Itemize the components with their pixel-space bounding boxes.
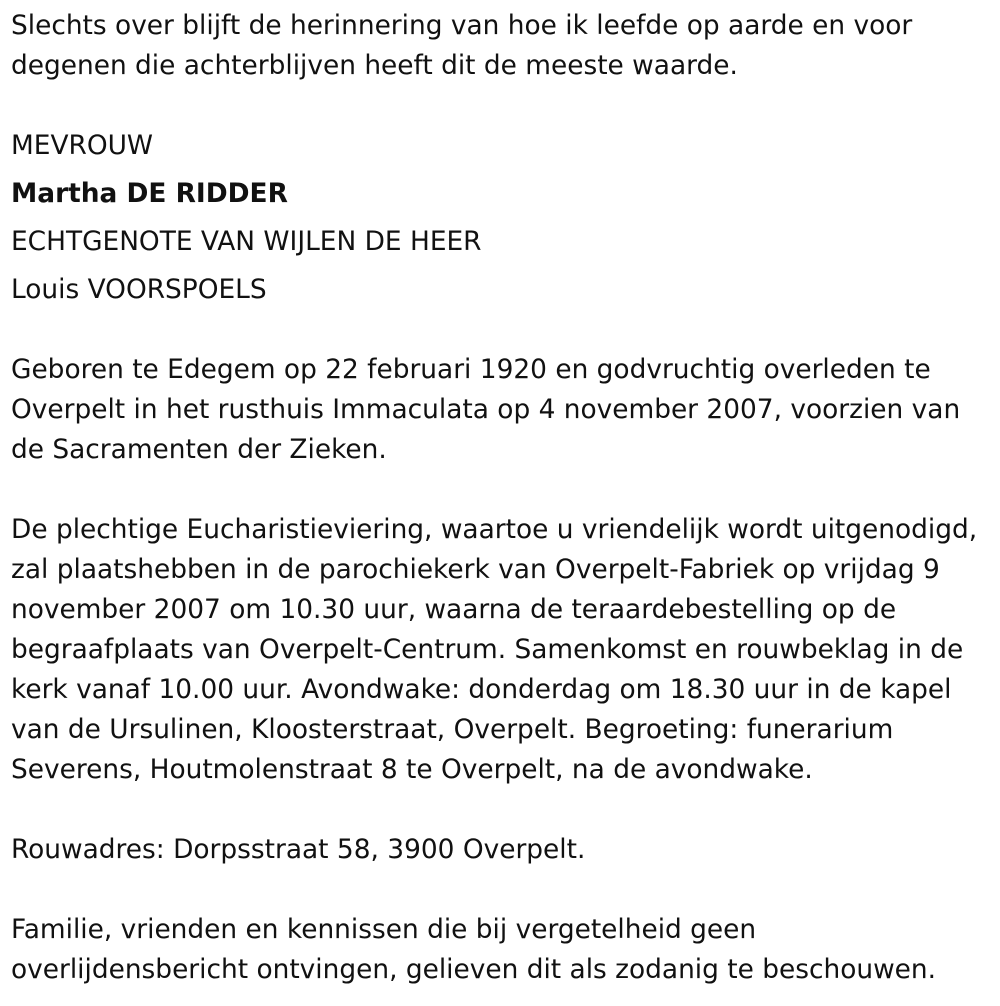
deceased-name: Martha DE RIDDER [11,178,288,209]
mourning-address [11,830,991,870]
deceased-header [11,122,991,314]
memorial-quote [11,6,991,86]
honorific-title: MEVROUW [11,130,154,161]
relation-line: ECHTGENOTE VAN WIJLEN DE HEER [11,226,482,257]
quote-line: degenen die achterblijven heeft dit de meeste waarde. [11,50,738,81]
birth-death-line: Overpelt in het rusthuis Immaculata op 4 november 2007, voorzien van [11,394,961,425]
birth-death-line: de Sacramenten der Zieken. [11,434,387,465]
birth-death-line: Geboren te Edegem op 22 februari 1920 en godvruchtig overleden te [11,354,931,385]
ceremony-line: De plechtige Eucharistieviering, waartoe u vriendelijk wordt uitgenodigd, [11,514,978,545]
closing-line: overlijdensbericht ontvingen, gelieven dit als zodanig te beschouwen. [11,954,937,985]
ceremony-line: van de Ursulinen, Kloosterstraat, Overpelt. Begroeting: funerarium [11,714,894,745]
ceremony-line: november 2007 om 10.30 uur, waarna de teraardebestelling op de [11,594,897,625]
ceremony-line: kerk vanaf 10.00 uur. Avondwake: donderdag om 18.30 uur in de kapel [11,674,952,705]
spouse-name: Louis VOORSPOELS [11,274,267,305]
birth-death-paragraph [11,350,991,470]
ceremony-line: begraafplaats van Overpelt-Centrum. Samenkomst en rouwbeklag in de [11,634,964,665]
ceremony-paragraph [11,510,991,790]
address-line: Rouwadres: Dorpsstraat 58, 3900 Overpelt. [11,834,586,865]
quote-line: Slechts over blijft de herinnering van hoe ik leefde op aarde en voor [11,10,913,41]
ceremony-line: Severens, Houtmolenstraat 8 te Overpelt, na de avondwake. [11,754,813,785]
closing-paragraph [11,910,991,990]
closing-line: Familie, vrienden en kennissen die bij vergetelheid geen [11,914,757,945]
ceremony-line: zal plaatshebben in de parochiekerk van Overpelt-Fabriek op vrijdag 9 [11,554,940,585]
obituary-notice [11,6,991,990]
